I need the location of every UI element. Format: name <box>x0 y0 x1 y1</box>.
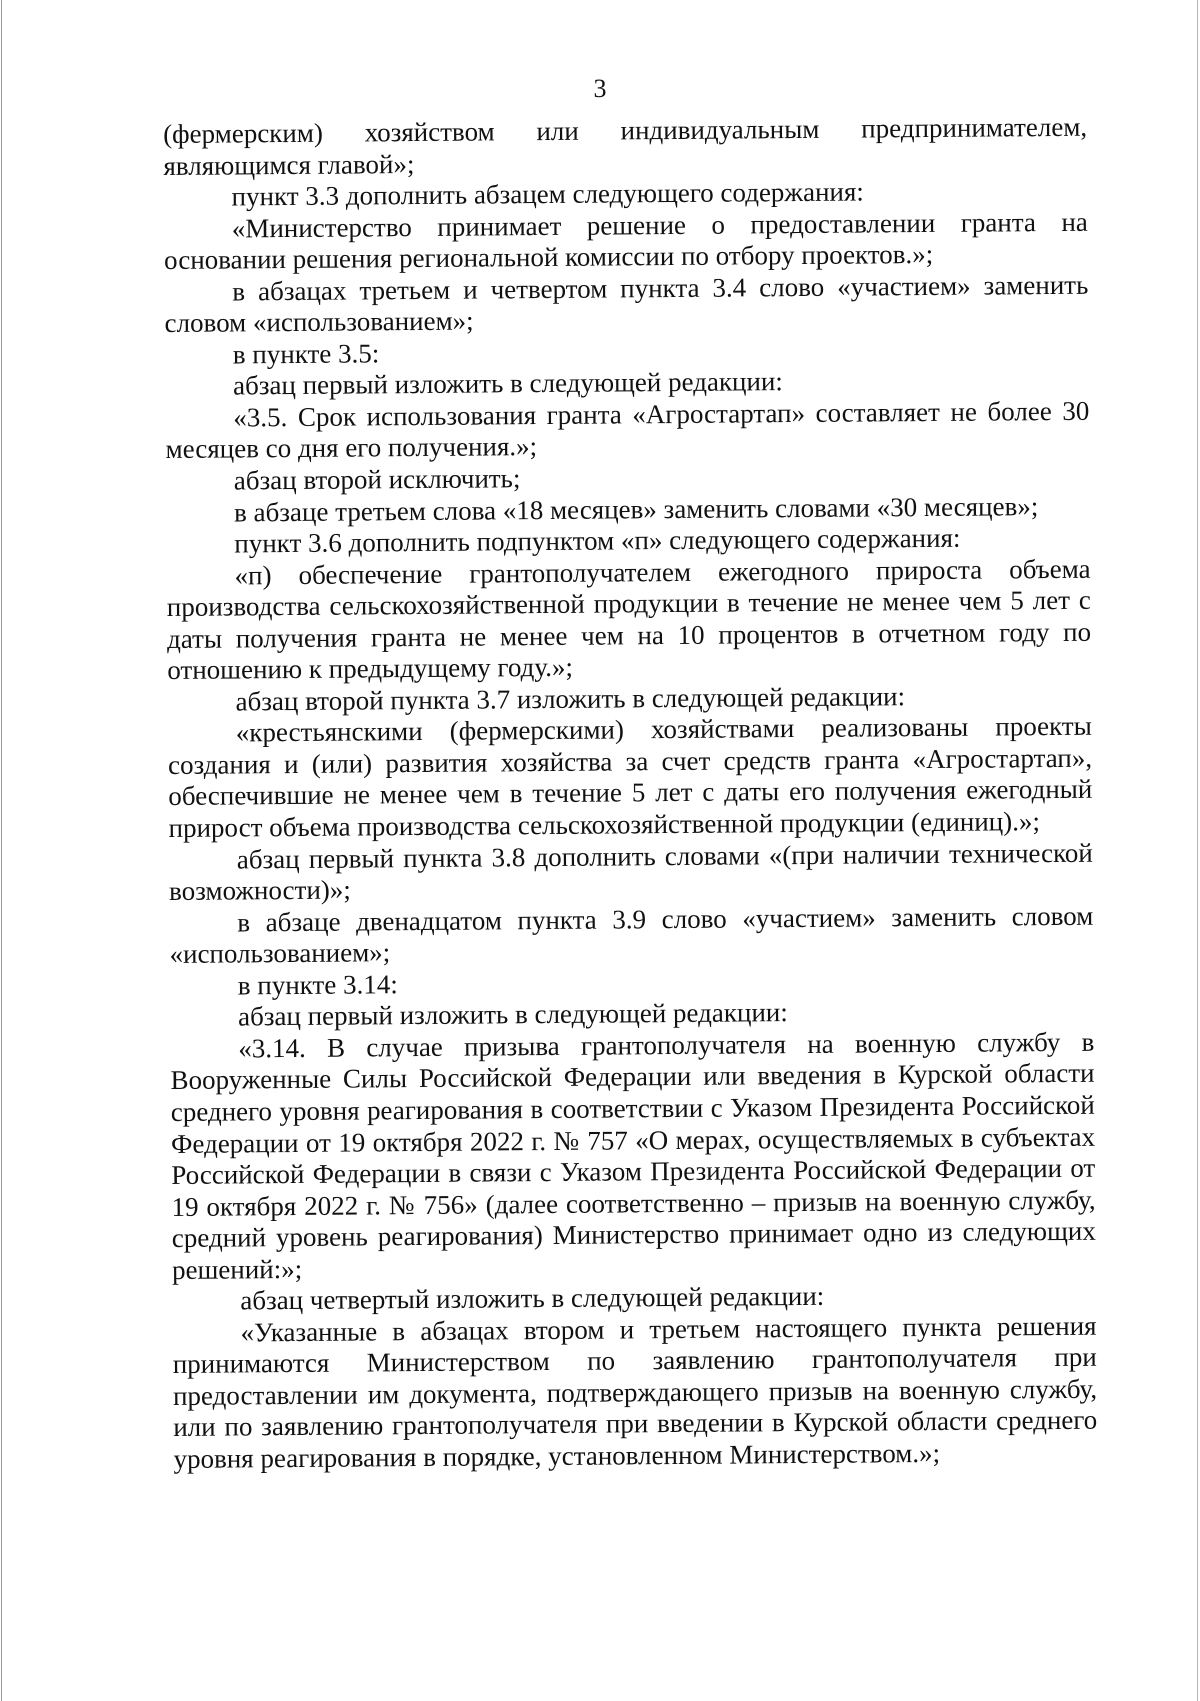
page-number: 3 <box>593 74 607 103</box>
document-body <box>163 112 1098 1476</box>
paragraph: пункт 3.6 дополнить подпунктом «п» следующего содержания: <box>234 522 961 559</box>
paragraph: «3.5. Срок использования гранта «Агростартап» составляет не более 30 месяцев со дня его получения.»; <box>165 395 1090 465</box>
scan-right-edge <box>1197 0 1198 1701</box>
scan-left-edge <box>1 0 2 1701</box>
paragraph: «Указанные в абзацах втором и третьем настоящего пункта решения принимаются Министерством по заявлению грантополучателя при предоставлении им документа, подтверждающего призыв на военную службу, или по заявлению грантополучателя при введении в Курской области среднего уровня реагирования в порядке, установленном Министерством.»; <box>172 1310 1098 1474</box>
paragraph: в абзаце третьем слова «18 месяцев» заменить словами «30 месяцев»; <box>233 490 1039 528</box>
paragraph: «3.14. В случае призыва грантополучателя на военную службу в Вооруженные Силы Российской Федерации или введения в Курской области среднего уровня реагирования в соответствии с Указом Президента Российской Федерации от 19 октября 2022 г. № 757 «О мерах, осуществляемых в субъектах Российской Федерации в связи с Указом Президента Российской Федерации от 19 октября 2022 г. № 756» (далее соответственно – призыв на военную службу, средний уровень реагирования) Министерство принимает одно из следующих решений:»; <box>170 1026 1096 1285</box>
paragraph: абзац четвертый изложить в следующей редакции: <box>240 1281 825 1316</box>
paragraph: абзац первый изложить в следующей редакции: <box>237 997 788 1032</box>
paragraph: абзац первый изложить в следующей редакции: <box>232 366 783 401</box>
paragraph: абзац первый пункта 3.8 дополнить словами «(при наличии технической возможности)»; <box>168 837 1093 907</box>
paragraph: в пункте 3.14: <box>237 968 398 1001</box>
paragraph: «крестьянскими (фермерскими) хозяйствами реализованы проекты создания и (или) развития хозяйства за счет средств гранта «Агростартап», обеспечившие не менее чем в течение 5 лет с даты его получения ежегодный прирост объема производства сельскохозяйственной продукции (единиц).»; <box>167 711 1093 844</box>
paragraph: «п) обеспечение грантополучателем ежегодного прироста объема производства сельскохозяйственной продукции в течение не менее чем 5 лет с даты получения гранта не менее чем на 10 процентов в отчетном году по отношению к предыдущему году.»; <box>166 553 1092 686</box>
paragraph: «Министерство принимает решение о предоставлении гранта на основании решения региональной комиссии по отбору проектов.»; <box>163 206 1088 276</box>
paragraph: в пункте 3.5: <box>232 338 380 370</box>
paragraph-continuation: (фермерским) хозяйством или индивидуальным предпринимателем, являющимся главой»; <box>163 111 1088 181</box>
paragraph: пункт 3.3 дополнить абзацем следующего содержания: <box>231 176 864 212</box>
paragraph: в абзацах третьем и четвертом пункта 3.4 слово «участием» заменить словом «использованием»; <box>164 269 1089 339</box>
paragraph: абзац второй исключить; <box>233 463 521 496</box>
paragraph: в абзаце двенадцатом пункта 3.9 слово «участием» заменить словом «использованием»; <box>169 900 1094 970</box>
paragraph: абзац второй пункта 3.7 изложить в следующей редакции: <box>235 681 906 717</box>
